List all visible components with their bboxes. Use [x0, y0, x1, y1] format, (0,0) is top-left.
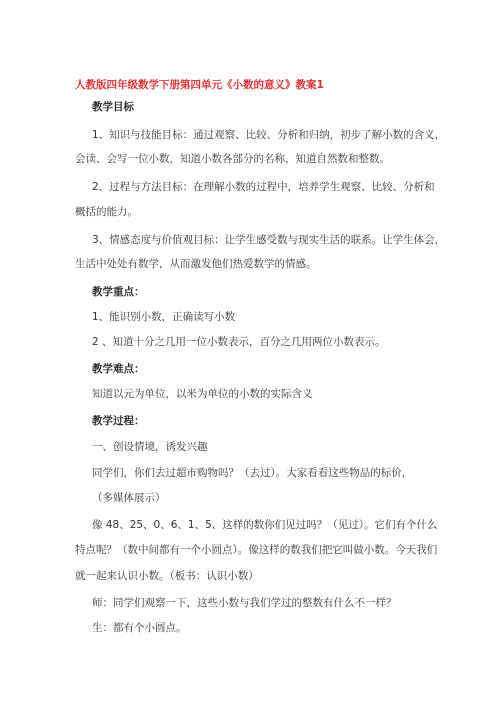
- difficulty-text: 知道以元为单位，以米为单位的小数的实际含义: [92, 388, 313, 400]
- para-1-line-2: （多媒体展示）: [92, 492, 166, 504]
- para-2-line-2: 特点呢？（数中间都有一个小圆点）。像这样的数我们把它叫做小数。今天我们: [75, 544, 438, 556]
- objective-3-line-2: 生活中处处有数学，从而激发他们热爱数学的情感。: [75, 258, 317, 270]
- para-2-line-1: 像 48、25、0、6、1、5、这样的数你们见过吗？（见过）。它们有个什么: [92, 519, 438, 531]
- document-title: 人教版四年级数学下册第四单元《小数的意义》教案1: [75, 79, 324, 91]
- objective-1-line-2: 会读、会写一位小数，知道小数各部分的名称，知道自然数和整数。: [75, 153, 390, 165]
- key-point-1: 1、能识别小数，正确读写小数: [92, 311, 236, 323]
- objective-2-line-2: 概括的能力。: [75, 206, 138, 218]
- difficulty-heading: 教学难点：: [92, 363, 145, 375]
- para-1-line-1: 同学们，你们去过超市购物吗？（去过）。大家看看这些物品的标价，: [92, 467, 413, 479]
- para-2-line-3: 就一起来认识小数。（板书：认识小数）: [75, 570, 259, 582]
- objective-1-line-1: 1、知识与技能目标：通过观察、比较、分析和归纳，初步了解小数的含义，: [92, 129, 446, 141]
- key-points-heading: 教学重点：: [92, 286, 145, 298]
- objectives-heading: 教学目标: [92, 101, 134, 113]
- objective-3-line-1: 3、情感态度与价值观目标：让学生感受数与现实生活的联系。让学生体会，: [92, 234, 446, 246]
- objective-2-line-1: 2、过程与方法目标：在理解小数的过程中，培养学生观察、比较、分析和: [92, 181, 435, 193]
- key-point-2: 2 、知道十分之几用一位小数表示，百分之几用两位小数表示。: [92, 336, 386, 348]
- process-step-1: 一、创设情境，诱发兴趣: [92, 441, 208, 453]
- teacher-line: 师：同学们观察一下，这些小数与我们学过的整数有什么不一样？: [92, 597, 397, 609]
- student-line: 生：都有个小圆点。: [92, 622, 187, 634]
- process-heading: 教学过程：: [92, 415, 145, 427]
